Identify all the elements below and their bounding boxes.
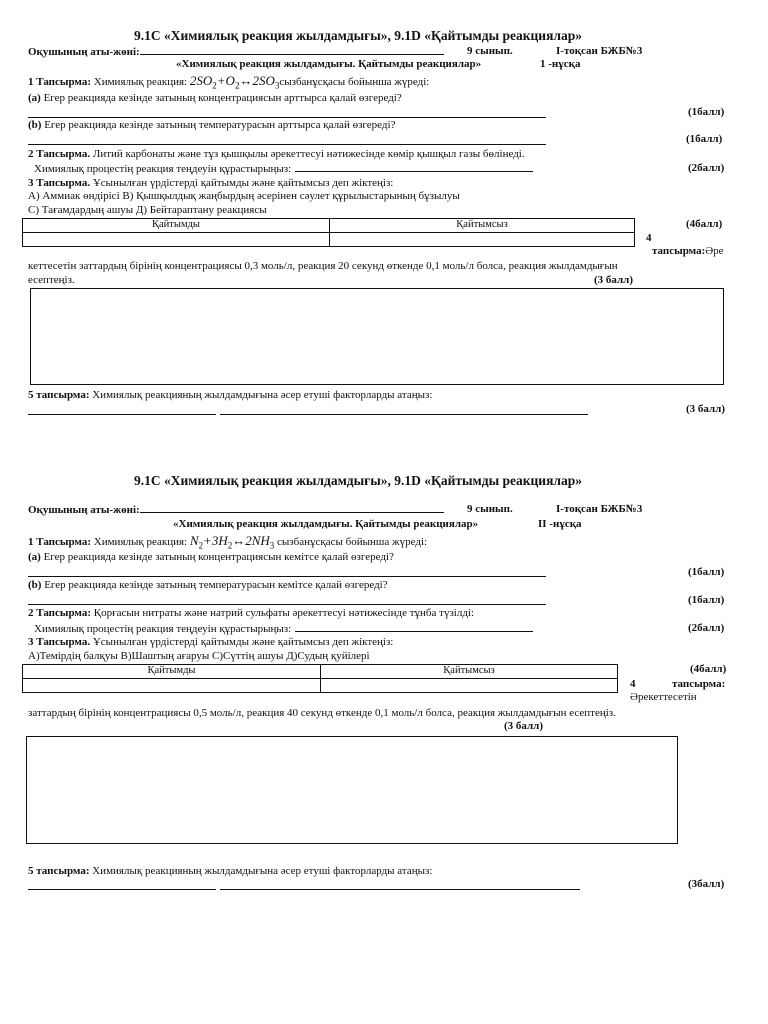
task1a-line-2: [28, 551, 394, 564]
task5-text-2: Химиялық реакцияның жылдамдығына әсер етуші факторларды атаңыз:: [92, 865, 433, 877]
task1b-text-2: Егер реакцияда кезінде затының температурасын кемітсе қалай өзгереді?: [44, 579, 388, 591]
task3-score: (4балл): [686, 218, 723, 230]
page-title: 9.1С «Химиялық реакция жылдамдығы», 9.1D «Қайтымды реакциялар»: [134, 28, 582, 43]
column-irreversible: Қайтымсыз: [330, 219, 635, 233]
student-name-field[interactable]: [140, 45, 444, 55]
task1-line-2: [28, 534, 427, 551]
task3-line-2: [28, 636, 393, 649]
task3-options-2: С) Тағамдардың ашуы Д) Бейтараптану реакциясы: [28, 204, 267, 216]
variant-label: 1 -нұсқа: [540, 58, 581, 70]
task1b-score: (1балл): [686, 133, 723, 145]
column-reversible-2: Қайтымды: [23, 665, 321, 679]
task2-line2: [34, 162, 533, 176]
classification-table: [22, 218, 635, 247]
task3-label: 3 Тапсырма.: [28, 177, 91, 189]
task3-text: Ұсынылған үрдістерді қайтымды және қайтымсыз деп жіктеңіз:: [92, 177, 394, 189]
task4-text-start-2: Әрекеттесетін: [630, 691, 697, 703]
cell-irreversible-answer[interactable]: [330, 233, 635, 247]
quarter-label: І-тоқсан БЖБ№3: [556, 45, 643, 57]
cell-irreversible-answer-2[interactable]: [321, 679, 618, 693]
task4-number: 4: [646, 232, 652, 244]
task5-text: Химиялық реакцияның жылдамдығына әсер етуші факторларды атаңыз:: [92, 389, 433, 401]
task4-score: (3 балл): [594, 274, 634, 286]
task4-text-start: Әре: [705, 245, 724, 257]
task2-label: 2 Тапсырма.: [28, 148, 91, 160]
reaction-equation-field-2[interactable]: [295, 622, 533, 632]
task3-line: [28, 177, 393, 190]
task2-text: Литий карбонаты және тұз қышқылы әрекеттесуі нәтижесінде көмір қышқыл газы бөлінеді.: [92, 148, 525, 160]
task1b-mark-2: (b): [28, 579, 42, 591]
task1-line: [28, 74, 429, 91]
answer-line-1a[interactable]: [28, 117, 546, 118]
subtitle-2: «Химиялық реакция жылдамдығы. Қайтымды реакциялар»: [173, 518, 479, 530]
task2-text2: Химиялық процестің реакция теңдеуін құрастырыңыз:: [34, 163, 292, 175]
task1-text-2: Химиялық реакция:: [93, 536, 188, 548]
task5-score-2: (3балл): [688, 878, 725, 890]
task4-label: тапсырма:: [652, 245, 706, 257]
task4-answer-box-2[interactable]: [26, 736, 678, 844]
reaction-formula-2: $N_2+3H_2\leftrightarrow 2NH_3$: [189, 533, 275, 551]
column-irreversible-2: Қайтымсыз: [321, 665, 618, 679]
task4-label-2: тапсырма:: [672, 678, 726, 690]
page-title-2: 9.1С «Химиялық реакция жылдамдығы», 9.1D «Қайтымды реакциялар»: [134, 473, 582, 488]
task2-score: (2балл): [688, 162, 725, 174]
task1-text-after-2: сызбанұсқасы бойынша жүреді:: [277, 536, 428, 548]
reaction-equation-field[interactable]: [295, 162, 533, 172]
task5-line: [28, 389, 432, 402]
task1a-line: [28, 92, 402, 105]
task1b-mark: (b): [28, 119, 42, 131]
task1a-score-2: (1балл): [688, 566, 725, 578]
answer-line-5a-2[interactable]: [28, 889, 216, 890]
answer-line-1a-2[interactable]: [28, 576, 546, 577]
quarter-label-2: І-тоқсан БЖБ№3: [556, 503, 643, 515]
task3-label-2: 3 Тапсырма.: [28, 636, 91, 648]
variant-label-2: ІІ -нұсқа: [538, 518, 582, 530]
task2-text-2: Қорғасын нитраты және натрий сульфаты әрекеттесуі нәтижесінде тұнба түзілді:: [93, 607, 475, 619]
student-name-row: [28, 45, 444, 59]
cell-reversible-answer-2[interactable]: [23, 679, 321, 693]
task1a-mark-2: (а): [28, 551, 41, 563]
task5-line-2: [28, 865, 432, 878]
task1a-text: Егер реакцияда кезінде затының концентрациясын арттырса қалай өзгереді?: [43, 92, 402, 104]
task5-label-2: 5 тапсырма:: [28, 865, 90, 877]
task1-label: 1 Тапсырма:: [28, 76, 92, 88]
task2-score-2: (2балл): [688, 622, 725, 634]
cell-reversible-answer[interactable]: [23, 233, 330, 247]
grade-label: 9 сынып.: [467, 45, 513, 57]
column-reversible: Қайтымды: [23, 219, 330, 233]
task4-text-2: заттардың бірінің концентрациясы 0,5 моль/л, реакция 40 секунд өткенде 0,1 моль/л болса, реакция жылдамдығын есептеңіз.: [28, 707, 616, 719]
task1a-text-2: Егер реакцияда кезінде затының концентрациясын кемітсе қалай өзгереді?: [43, 551, 394, 563]
task2-label-2: 2 Тапсырма:: [28, 607, 92, 619]
task2-line-2: [28, 607, 474, 620]
task1b-line: [28, 119, 395, 132]
grade-label-2: 9 сынып.: [467, 503, 513, 515]
answer-line-1b[interactable]: [28, 144, 546, 145]
student-name-row-2: [28, 503, 444, 517]
subtitle: «Химиялық реакция жылдамдығы. Қайтымды реакциялар»: [176, 58, 482, 70]
task2-line2-2: [34, 622, 533, 636]
task1b-line-2: [28, 579, 388, 592]
answer-line-5b-2[interactable]: [220, 889, 580, 890]
student-name-field-2[interactable]: [140, 503, 444, 513]
task1b-score-2: (1балл): [688, 594, 725, 606]
student-label-2: Оқушының аты-жөні:: [28, 504, 140, 516]
task4-label-line: [652, 245, 724, 258]
answer-line-5b[interactable]: [220, 414, 588, 415]
task1b-text: Егер реакцияда кезінде затының температурасын арттырса қалай өзгереді?: [44, 119, 396, 131]
task1-text-after: сызбанұсқасы бойынша жүреді:: [279, 76, 430, 88]
answer-line-5a[interactable]: [28, 414, 216, 415]
answer-line-1b-2[interactable]: [28, 604, 546, 605]
task5-label: 5 тапсырма:: [28, 389, 90, 401]
task3-score-2: (4балл): [690, 663, 727, 675]
task4-answer-box[interactable]: [30, 288, 724, 385]
task1a-score: (1балл): [688, 106, 725, 118]
task5-score: (3 балл): [686, 403, 726, 415]
task3-options-1-2: А)Темірдің балқуы В)Шаштың ағаруы С)Сүттің ашуы Д)Судың қуйілері: [28, 650, 370, 662]
task4-score-2: (3 балл): [504, 720, 544, 732]
task4-number-2: 4: [630, 678, 636, 690]
reaction-formula: $2SO_2+O_2\leftrightarrow 2SO_3$: [189, 73, 280, 91]
task2-text2-2: Химиялық процестің реакция теңдеуін құрастырыңыз:: [34, 623, 292, 635]
student-label: Оқушының аты-жөні:: [28, 46, 140, 58]
task3-text-2: Ұсынылған үрдістерді қайтымды және қайтымсыз деп жіктеңіз:: [92, 636, 394, 648]
task1-label-2: 1 Тапсырма:: [28, 536, 92, 548]
task3-options-1: А) Аммиак өндірісі В) Қышқылдық жаңбырдың әсерінен сәулет құрылыстарының бұзылуы: [28, 190, 460, 202]
classification-table-2: [22, 664, 618, 693]
task1-text: Химиялық реакция:: [93, 76, 188, 88]
task2-line: [28, 148, 525, 161]
task4-text: кеттесетін заттардың бірінің концентрациясы 0,3 моль/л, реакция 20 секунд өткенде 0,1 моль/л болса, реакция жылдамдығын: [28, 260, 618, 272]
task4-text2: есептеңіз.: [28, 274, 75, 286]
task1a-mark: (а): [28, 92, 41, 104]
